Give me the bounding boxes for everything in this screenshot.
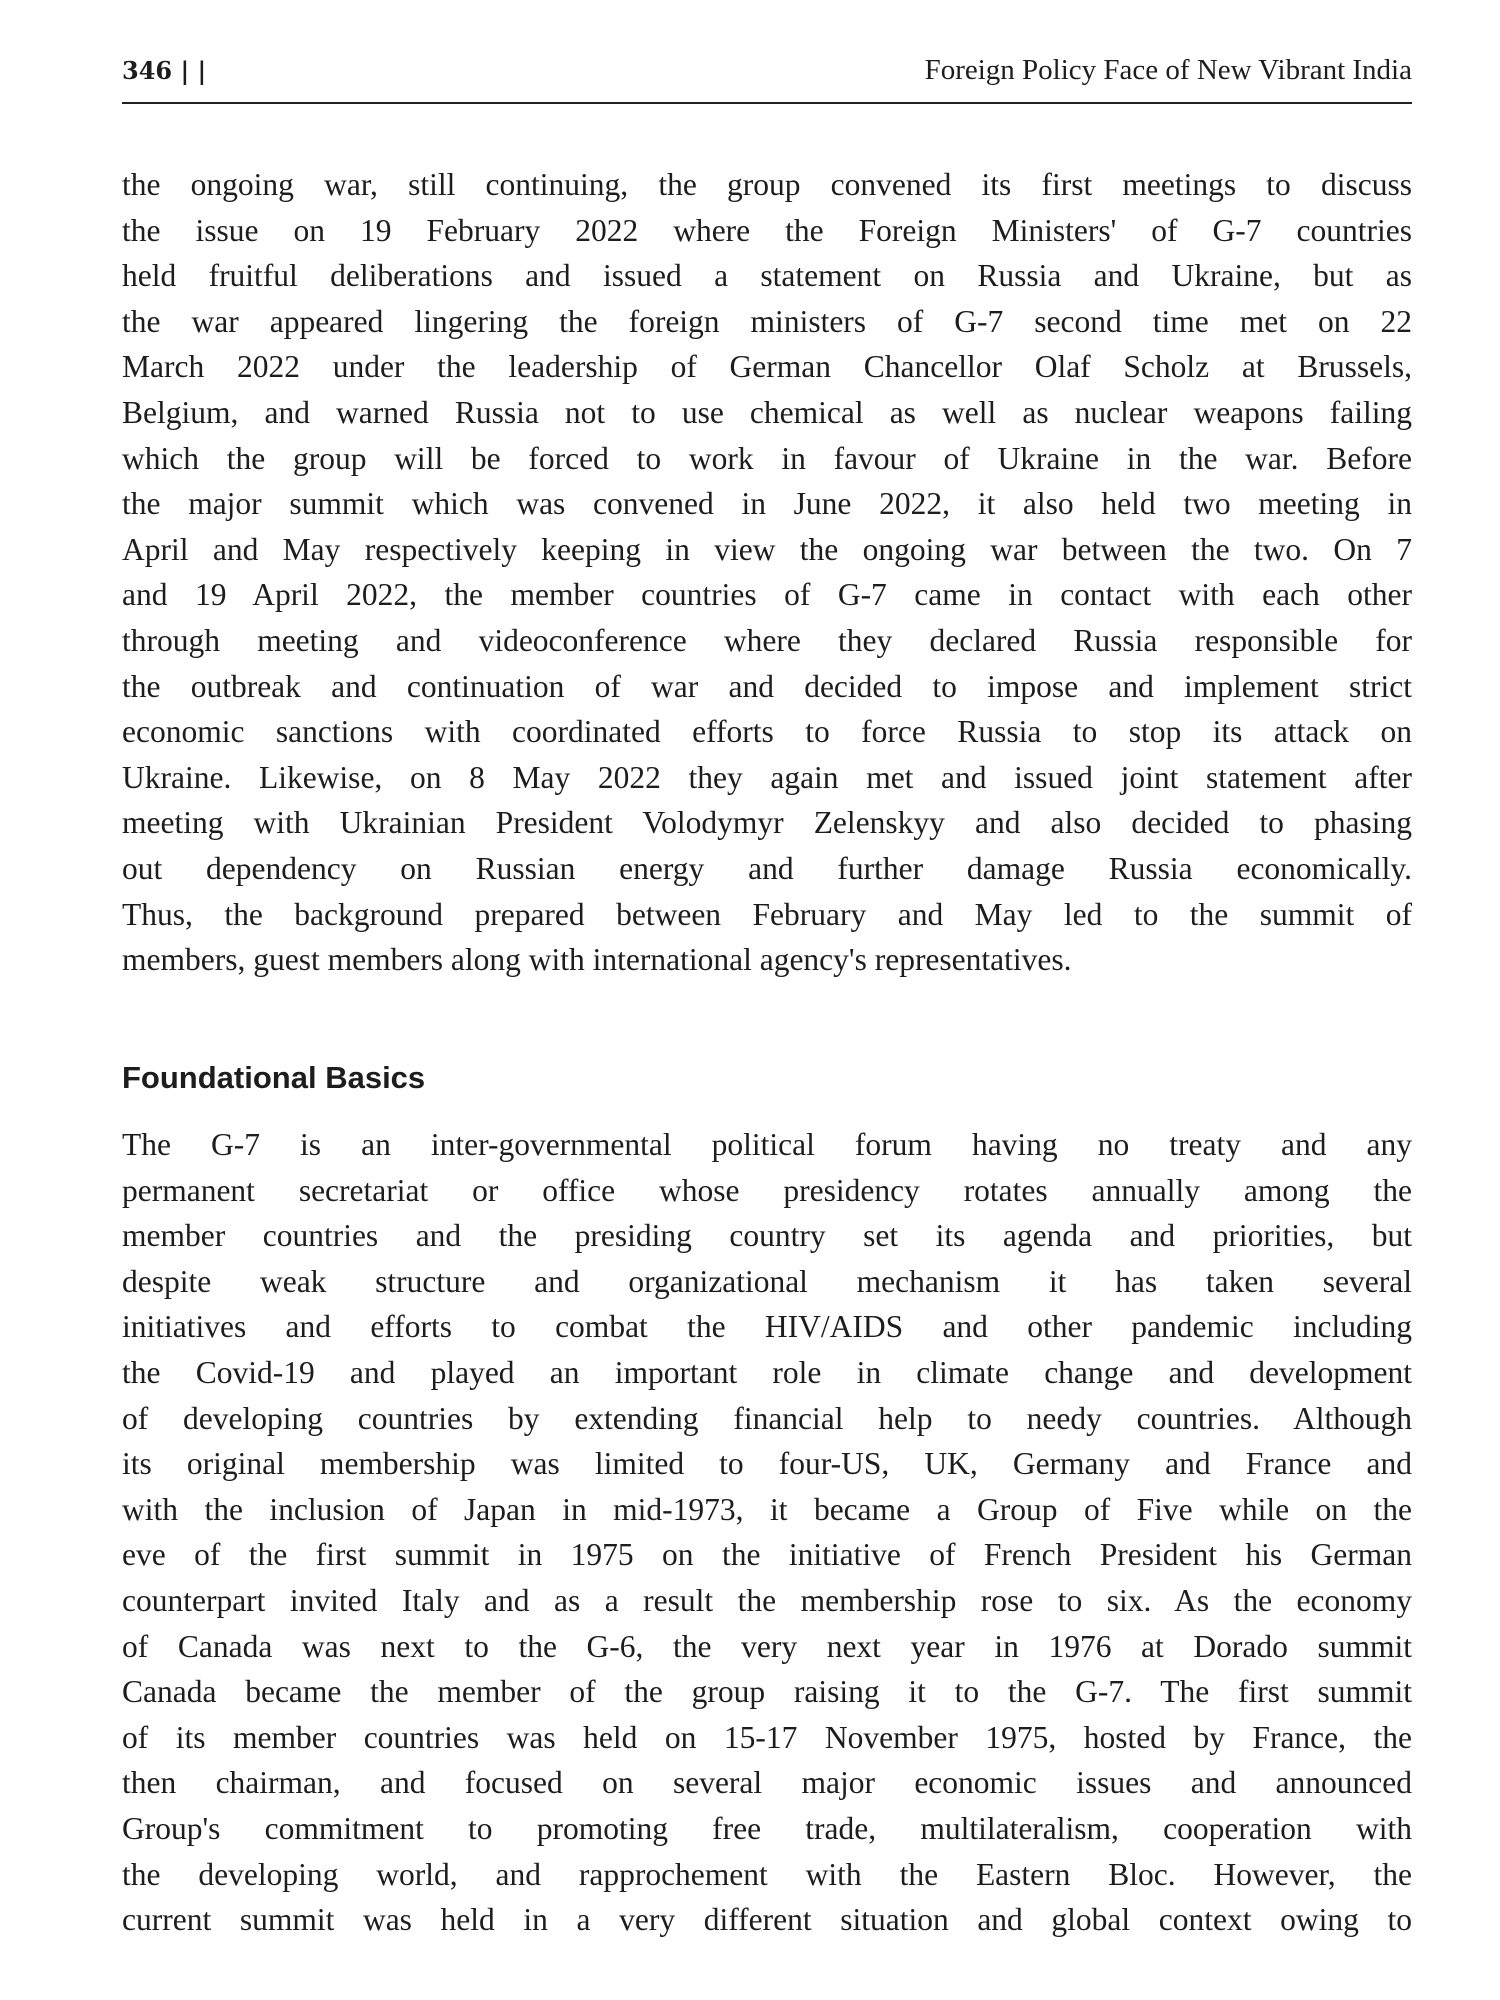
text-line: Belgium, and warned Russia not to use chemical as well as nuclear weapons failing bbox=[122, 394, 1412, 430]
text-line: held fruitful deliberations and issued a statement on Russia and Ukraine, but as bbox=[122, 258, 1412, 294]
text-line: The G-7 is an inter-governmental political forum having no treaty and any bbox=[122, 1127, 1412, 1162]
text-line: Thus, the background prepared between February and May led to the summit of bbox=[122, 896, 1412, 932]
text-line: the developing world, and rapprochement with the Eastern Bloc. However, the bbox=[122, 1856, 1412, 1892]
text-line: the Covid-19 and played an important role in climate change and development bbox=[122, 1354, 1412, 1390]
text-line: its original membership was limited to four-US, UK, Germany and France and bbox=[122, 1446, 1412, 1482]
text-line: of Canada was next to the G-6, the very next year in 1976 at Dorado summit bbox=[122, 1628, 1412, 1664]
section-heading: Foundational Basics bbox=[122, 1060, 426, 1095]
text-line: the outbreak and continuation of war and decided to impose and implement strict bbox=[122, 668, 1412, 704]
running-title: Foreign Policy Face of New Vibrant India bbox=[924, 54, 1412, 86]
text-line: through meeting and videoconference where they declared Russia responsible for bbox=[122, 622, 1412, 658]
text-line: initiatives and efforts to combat the HIV/AIDS and other pandemic including bbox=[122, 1309, 1412, 1345]
text-line: economic sanctions with coordinated efforts to force Russia to stop its attack on bbox=[122, 714, 1412, 750]
text-line: the war appeared lingering the foreign ministers of G-7 second time met on 22 bbox=[122, 303, 1412, 339]
text-line: of developing countries by extending financial help to needy countries. Although bbox=[122, 1400, 1412, 1436]
text-line: the ongoing war, still continuing, the group convened its first meetings to discuss bbox=[122, 167, 1412, 202]
text-line: and 19 April 2022, the member countries of G-7 came in contact with each other bbox=[122, 577, 1412, 613]
paragraph-1 bbox=[122, 162, 1412, 983]
text-line: out dependency on Russian energy and further damage Russia economically. bbox=[122, 850, 1412, 886]
text-line: counterpart invited Italy and as a result the membership rose to six. As the economy bbox=[122, 1582, 1412, 1618]
text-line: member countries and the presiding country set its agenda and priorities, but bbox=[122, 1218, 1412, 1254]
text-line: which the group will be forced to work in favour of Ukraine in the war. Before bbox=[122, 440, 1412, 476]
text-line: current summit was held in a very different situation and global context owing to bbox=[122, 1902, 1412, 1938]
text-line: the major summit which was convened in June 2022, it also held two meeting in bbox=[122, 486, 1412, 522]
page-number: 346 | | bbox=[122, 56, 207, 85]
text-line: April and May respectively keeping in view the ongoing war between the two. On 7 bbox=[122, 531, 1412, 567]
text-line: Group's commitment to promoting free trade, multilateralism, cooperation with bbox=[122, 1810, 1412, 1846]
text-line: the issue on 19 February 2022 where the Foreign Ministers' of G-7 countries bbox=[122, 212, 1412, 248]
text-line: Ukraine. Likewise, on 8 May 2022 they again met and issued joint statement after bbox=[122, 759, 1412, 795]
text-line: permanent secretariat or office whose presidency rotates annually among the bbox=[122, 1172, 1412, 1208]
text-line: members, guest members along with international agency's representatives. bbox=[122, 942, 1072, 978]
text-line: with the inclusion of Japan in mid-1973, it became a Group of Five while on the bbox=[122, 1491, 1412, 1527]
text-line: eve of the first summit in 1975 on the initiative of French President his German bbox=[122, 1537, 1412, 1573]
text-line: Canada became the member of the group raising it to the G-7. The first summit bbox=[122, 1674, 1412, 1710]
text-line: March 2022 under the leadership of German Chancellor Olaf Scholz at Brussels, bbox=[122, 349, 1412, 385]
text-line: then chairman, and focused on several major economic issues and announced bbox=[122, 1765, 1412, 1801]
running-header bbox=[122, 52, 1412, 104]
text-line: despite weak structure and organizational mechanism it has taken several bbox=[122, 1263, 1412, 1299]
text-line: of its member countries was held on 15-17 November 1975, hosted by France, the bbox=[122, 1719, 1412, 1755]
text-line: meeting with Ukrainian President Volodymyr Zelenskyy and also decided to phasing bbox=[122, 805, 1412, 841]
paragraph-2 bbox=[122, 1122, 1412, 1943]
